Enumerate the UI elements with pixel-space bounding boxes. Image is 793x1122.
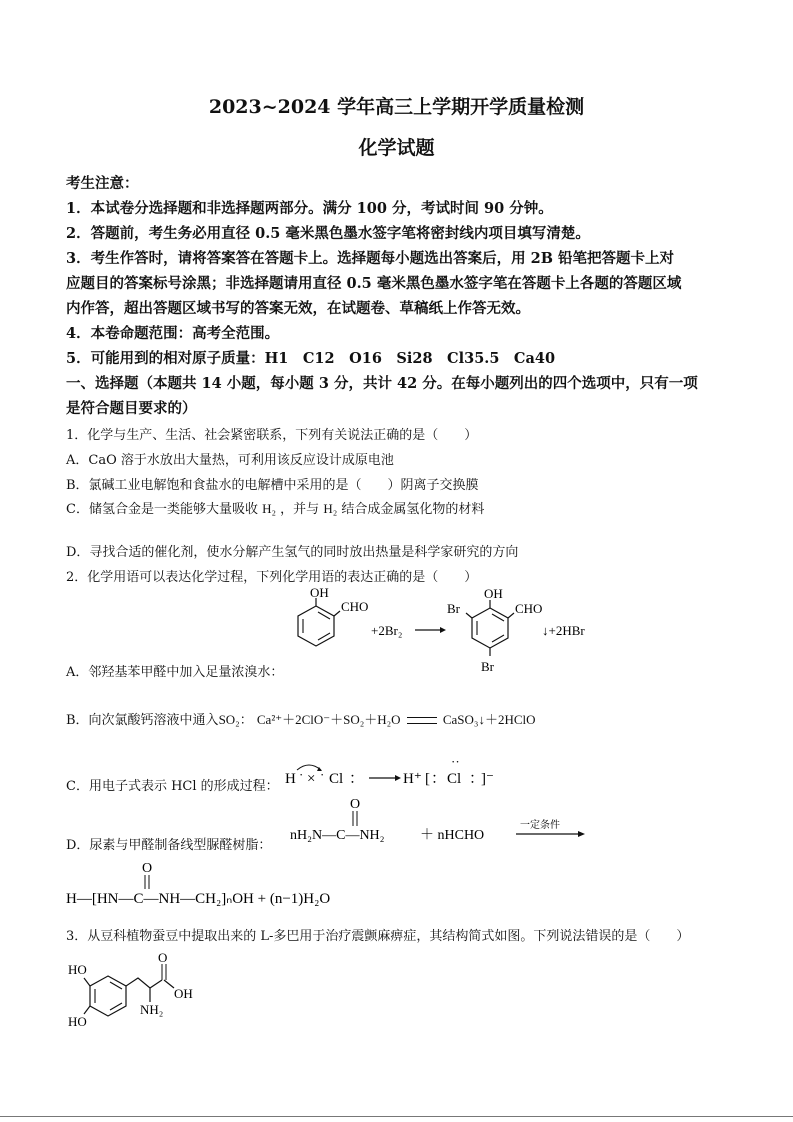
carbonyl-o: O xyxy=(158,950,168,965)
q3-l-dopa-structure xyxy=(66,950,216,1036)
q1-option-c-mid: ，并与 xyxy=(280,502,320,517)
notice-heading: 考生注意： xyxy=(66,175,139,192)
q1-option-d: D．寻找合适的催化剂，使水分解产生氢气的同时放出热量是科学家研究的方向 xyxy=(66,545,519,560)
q2-option-b-pre: B．向次氯酸钙溶液中通入 xyxy=(66,713,219,728)
amino-group: NH₂ xyxy=(140,1002,164,1017)
oh-group: OH xyxy=(310,585,329,600)
so2-formula: SO₂ xyxy=(218,712,240,727)
br-substituent: Br xyxy=(481,659,494,674)
q2-option-a: A．邻羟基苯甲醛中加入足量浓溴水： xyxy=(66,665,284,680)
q2-b-equation-lhs: Ca²⁺＋2ClO⁻＋SO₂＋H₂O xyxy=(256,712,401,727)
q2-d-urea-reaction xyxy=(288,792,598,850)
q2-option-b xyxy=(66,709,536,728)
notice-item-3-line-1: 3．考生作答时，请将答案答在答题卡上。选择题每小题选出答案后，用 2B 铅笔把答题卡上对 xyxy=(66,250,675,267)
br-substituent: Br xyxy=(447,601,460,616)
notice-item-1: 1．本试卷分选择题和非选择题两部分。满分 100 分，考试时间 90 分钟。 xyxy=(66,200,553,217)
cl-atom: Cl xyxy=(447,771,462,787)
carbonyl-o: O xyxy=(350,797,361,812)
exam-title: 2023~2024 学年高三上学期开学质量检测 xyxy=(208,96,585,118)
notice-item-4: 4．本卷命题范围：高考全范围。 xyxy=(66,325,280,342)
h-plus-ion: H⁺ xyxy=(403,771,422,787)
h-atom: H xyxy=(285,771,296,787)
q2-stem: 2．化学用语可以表达化学过程，下列化学用语的表达正确的是（ ） xyxy=(66,570,478,585)
urea-formula: nH₂N—C—NH₂ xyxy=(290,828,385,843)
h2-formula: H₂ xyxy=(323,501,338,516)
q2-c-electron-formula xyxy=(283,752,523,792)
q1-option-c-pre: C．储氢合金是一类能够大量吸收 xyxy=(66,502,258,517)
h2-formula: H₂ xyxy=(262,501,277,516)
reaction-condition: 一定条件 xyxy=(520,820,560,831)
q2-option-d: D．尿素与甲醛制备线型脲醛树脂： xyxy=(66,838,272,853)
oh-group: OH xyxy=(484,586,503,601)
carbonyl-o: O xyxy=(142,861,153,876)
ho-group: HO xyxy=(68,1014,87,1029)
svg-text:：: ： xyxy=(349,771,365,787)
q3-stem: 3．从豆科植物蚕豆中提取出来的 L-多巴用于治疗震颤麻痹症，其结构简式如图。下列说法错误的是（ ） xyxy=(66,929,690,944)
q1-option-a: A．CaO 溶于水放出大量热，可利用该反应设计成原电池 xyxy=(66,453,394,468)
svg-text:：: ： xyxy=(431,771,447,787)
q2-option-c: C．用电子式表示 HCl 的形成过程： xyxy=(66,779,279,794)
page-bottom-divider xyxy=(0,1116,793,1117)
product-hbr: ↓+2HBr xyxy=(542,623,585,638)
cho-group: CHO xyxy=(341,599,369,614)
section-heading-line-1: 一、选择题（本题共 14 小题，每小题 3 分，共计 42 分。在每小题列出的四个选项中，只有一项 xyxy=(66,375,698,392)
notice-item-2: 2．答题前，考生务必用直径 0.5 毫米黑色墨水签字笔将密封线内项目填写清楚。 xyxy=(66,225,590,242)
svg-text:·: · xyxy=(320,767,325,782)
cho-group: CHO xyxy=(515,601,543,616)
exam-subtitle: 化学试题 xyxy=(358,137,435,159)
lone-pair-dots: ·· xyxy=(451,754,460,769)
q2-d-resin-product xyxy=(62,854,402,912)
q1-option-b: B．氯碱工业电解饱和食盐水的电解槽中采用的是（ ）阴离子交换膜 xyxy=(66,478,479,493)
q1-stem: 1．化学与生产、生活、社会紧密联系，下列有关说法正确的是（ ） xyxy=(66,428,478,443)
svg-text:[: [ xyxy=(425,771,430,787)
formaldehyde-reagent: ＋ nHCHO xyxy=(420,828,485,843)
svg-text:：: ： xyxy=(469,771,485,787)
carboxyl-oh: OH xyxy=(174,986,193,1001)
q1-option-c-post: 结合成金属氢化物的材料 xyxy=(341,502,485,517)
equation-equals-sign xyxy=(407,717,437,724)
chloride-bracket: ]⁻ xyxy=(481,771,494,787)
resin-formula: H—[HN—C—NH—CH₂]ₙOH + (n−1)H₂O xyxy=(66,891,331,907)
notice-item-3-line-2: 应题目的答案标号涂黑；非选择题请用直径 0.5 毫米黑色墨水签字笔在答题卡上各题的答题区域 xyxy=(66,275,682,292)
colon: ： xyxy=(239,713,253,728)
notice-item-3-line-3: 内作答，超出答题区域书写的答案无效，在试题卷、草稿纸上作答无效。 xyxy=(66,300,530,317)
notice-item-5: 5．可能用到的相对原子质量：H1 C12 O16 Si28 Cl35.5 Ca40 xyxy=(66,350,556,367)
ho-group: HO xyxy=(68,962,87,977)
cl-atom: Cl xyxy=(329,771,344,787)
q2-b-equation-rhs: CaSO₃↓＋2HClO xyxy=(442,712,536,727)
q2-a-reaction-scheme xyxy=(280,584,620,678)
section-heading-line-2: 是符合题目要求的） xyxy=(66,400,197,417)
reagent-br2: +2Br₂ xyxy=(371,623,403,638)
svg-text:·: · xyxy=(299,767,304,782)
q1-option-c xyxy=(66,498,484,517)
electron-cross: × xyxy=(307,771,316,787)
